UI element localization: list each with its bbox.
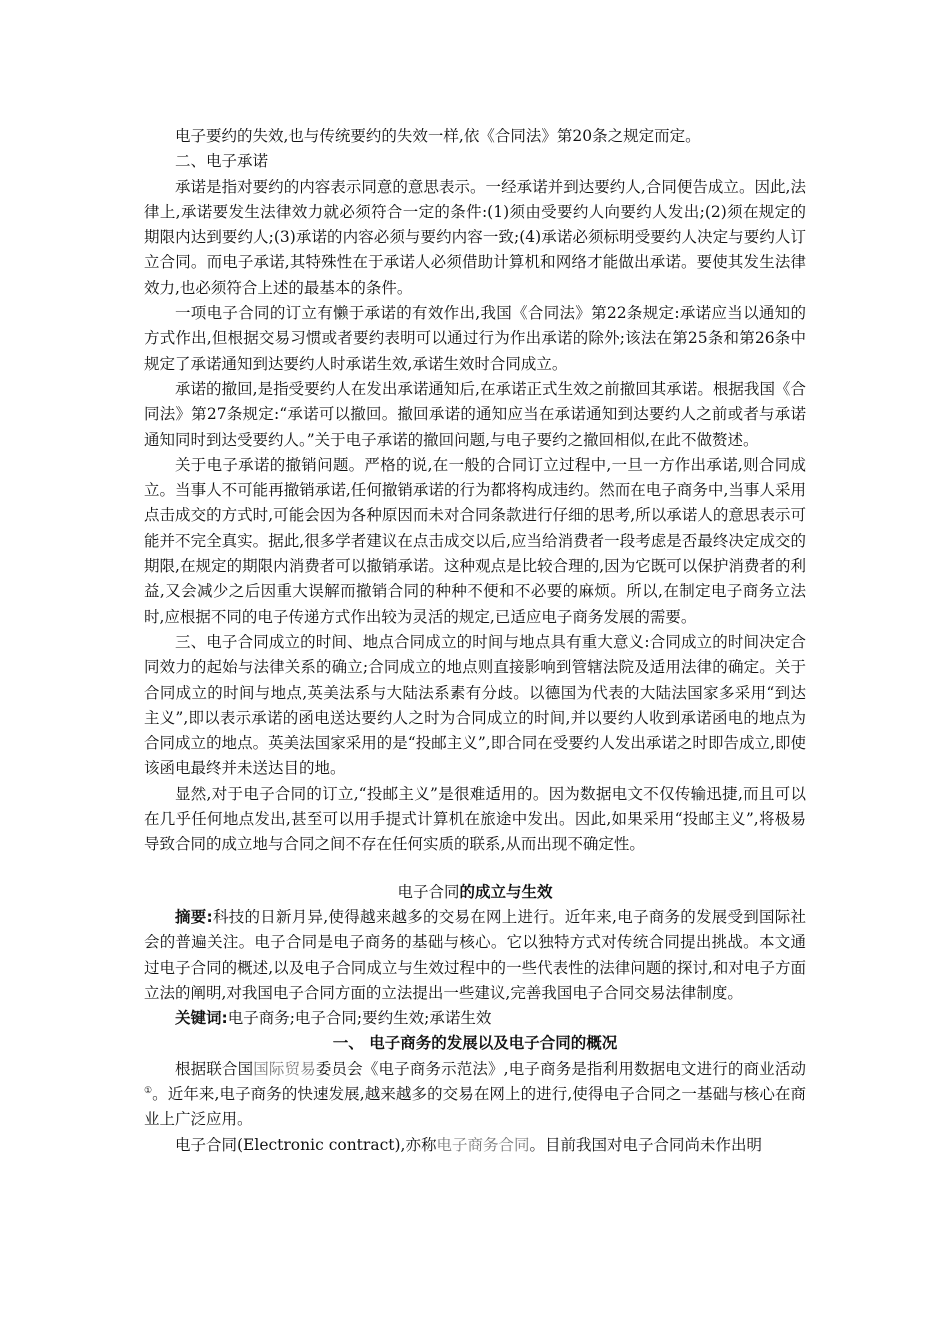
section-heading: 二、电子承诺: [175, 152, 269, 171]
text-run: 。目前我国对电子合同尚未作出明: [529, 1135, 762, 1154]
hyperlink[interactable]: 电子商务合同: [436, 1135, 530, 1154]
abstract: [144, 905, 806, 1006]
keywords-text: 电子商务;电子合同;要约生效;承诺生效: [227, 1009, 492, 1028]
abstract-label: 摘要:: [175, 907, 213, 926]
paragraph: 三、电子合同成立的时间、地点合同成立的时间与地点具有重大意义:合同成立的时间决定合同效力的起始与法律关系的确立;合同成立的地点则直接影响到管辖法院及适用法律的确定。关于合同成立的时间与地点,英美法系与大陆法系素有分歧。以德国为代表的大陆法国家多采用“到达主义”,即以表示承诺的函电送达要约人之时为合同成立的时间,并以要约人收到承诺函电的地点为合同成立的地点。英美法国家采用的是“投邮主义”,即合同在受要约人发出承诺之时即告成立,即使该函电最终并未送达目的地。: [144, 632, 806, 778]
hyperlink[interactable]: 国际贸易: [253, 1059, 316, 1078]
keywords-label: 关键词:: [175, 1009, 228, 1028]
paragraph: 一项电子合同的订立有懒于承诺的有效作出,我国《合同法》第22条规定:承诺应当以通知的方式作出,但根据交易习惯或者要约表明可以通过行为作出承诺的除外;该法在第25条和第26条中规定了承诺通知到达要约人时承诺生效,承诺生效时合同成立。: [144, 304, 806, 373]
paragraph: 显然,对于电子合同的订立,“投邮主义”是很难适用的。因为数据电文不仅传输迅捷,而且可以在几乎任何地点发出,甚至可以用手提式计算机在旅途中发出。因此,如果采用“投邮主义”,将极易导致合同的成立地与合同之间不存在任何实质的联系,从而出现不确定性。: [144, 784, 806, 854]
section-heading: 一、 电子商务的发展以及电子合同的概况: [332, 1034, 618, 1053]
article-title: [144, 880, 806, 905]
paragraph: 关于电子承诺的撤销问题。严格的说,在一般的合同订立过程中,一旦一方作出承诺,则合同成立。当事人不可能再撤销承诺,任何撤销承诺的行为都将构成违约。然而在电子商务中,当事人采用点击成交的方式时,可能会因为各种原因而未对合同条款进行仔细的思考,所以承诺人的意思表示可能并不完全真实。据此,很多学者建议在点击成交以后,应当给消费者一段考虑是否最终决定成交的期限,在规定的期限内消费者可以撤销承诺。这种观点是比较合理的,因为它既可以保护消费者的利益,又会减少之后因重大误解而撤销合同的种种不便和不必要的麻烦。所以,在制定电子商务立法时,应根据不同的电子传递方式作出较为灵活的规定,已适应电子商务发展的需要。: [144, 455, 806, 626]
paragraph: [144, 1133, 806, 1158]
text-run: 电子合同(Electronic contract),亦称: [175, 1135, 437, 1154]
text-run: 根据联合国: [175, 1059, 254, 1078]
title-part: 的成立与生效: [459, 882, 553, 901]
keywords: [144, 1006, 806, 1031]
abstract-text: 科技的日新月异,使得越来越多的交易在网上进行。近年来,电子商务的发展受到国际社会的普遍关注。电子合同是电子商务的基础与核心。它以独特方式对传统合同提出挑战。本文通过电子合同的概述,以及电子合同成立与生效过程中的一些代表性的法律问题的探讨,和对电子方面立法的阐明,对我国电子合同方面的立法提出一些建议,完善我国电子合同交易法律制度。: [144, 907, 807, 1002]
document-body: [144, 124, 806, 1158]
paragraph: 电子要约的失效,也与传统要约的失效一样,依《合同法》第20条之规定而定。: [175, 127, 701, 145]
footnote-marker[interactable]: ①: [144, 1085, 153, 1096]
title-part: 电子合同: [397, 882, 460, 901]
text-run: 。近年来,电子商务的快速发展,越来越多的交易在网上的进行,使得电子合同之一基础与核心在商业上广泛应用。: [144, 1084, 806, 1129]
text-run: 委员会《电子商务示范法》,电子商务是指利用数据电文进行的商业活动: [315, 1059, 806, 1078]
paragraph: 承诺的撤回,是指受要约人在发出承诺通知后,在承诺正式生效之前撤回其承诺。根据我国《合同法》第27条规定:“承诺可以撤回。撤回承诺的通知应当在承诺通知到达要约人之前或者与承诺通知同时到达受要约人。”关于电子承诺的撤回问题,与电子要约之撤回相似,在此不做赘述。: [144, 379, 806, 449]
paragraph: 承诺是指对要约的内容表示同意的意思表示。一经承诺并到达要约人,合同便告成立。因此,法律上,承诺要发生法律效力就必须符合一定的条件:(1)须由受要约人向要约人发出;(2)须在规定的期限内达到要约人;(3)承诺的内容必须与要约内容一致;(4)承诺必须标明受要约人决定与要约人订立合同。而电子承诺,其特殊性在于承诺人必须借助计算机和网络才能做出承诺。要使其发生法律效力,也必须符合上述的最基本的条件。: [144, 177, 806, 297]
paragraph: [144, 1057, 806, 1133]
